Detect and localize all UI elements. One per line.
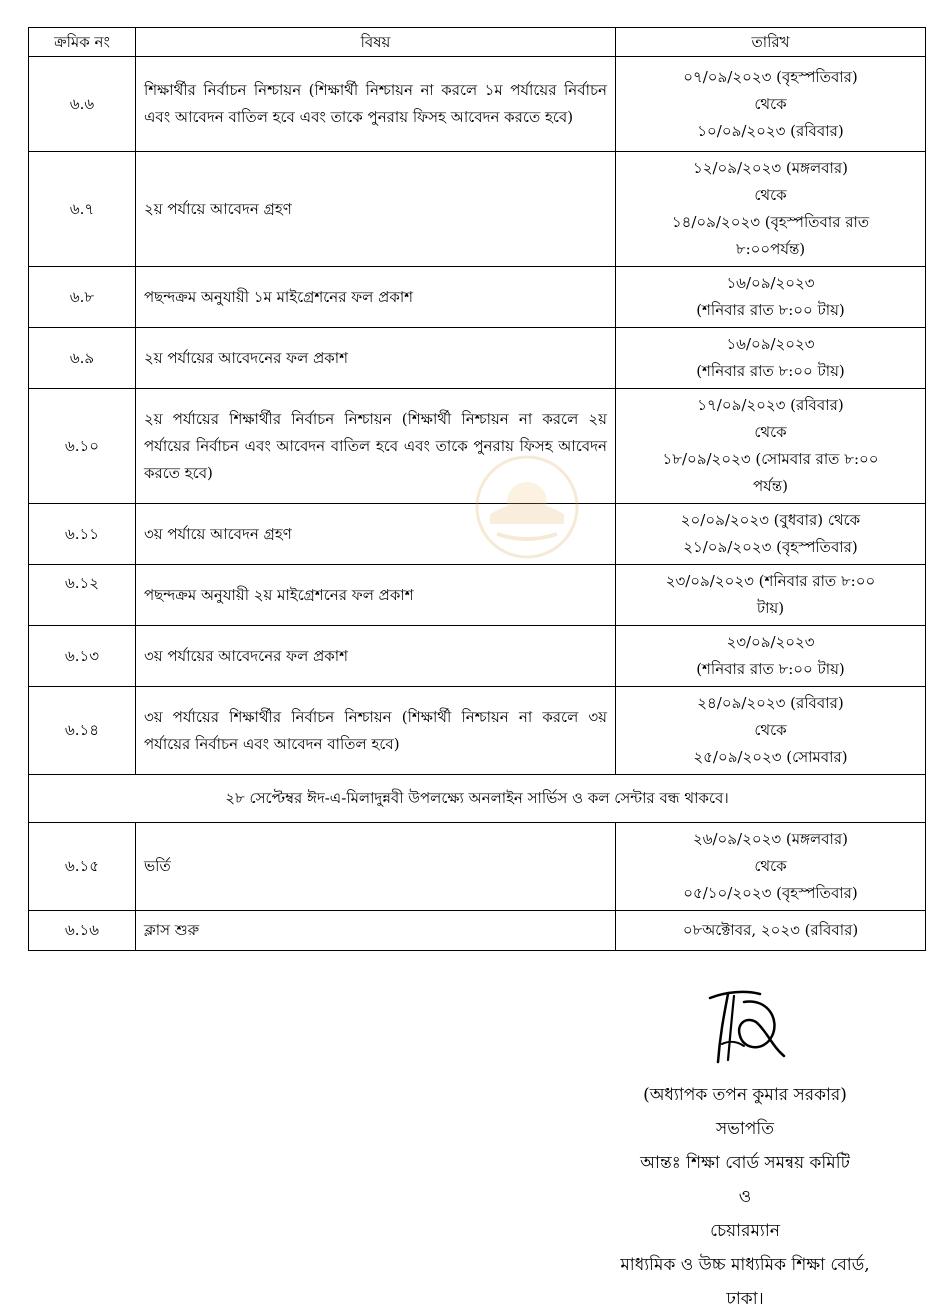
date-line: ১৬/০৯/২০২৩ bbox=[726, 274, 815, 292]
date-line: (শনিবার রাত ৮:০০ টায়) bbox=[696, 301, 845, 319]
date-line: ১০/০৯/২০২৩ (রবিবার) bbox=[697, 121, 844, 140]
row-serial: ৬.১৫ bbox=[29, 823, 136, 911]
date-line: ০৫/১০/২০২৩ (বৃহস্পতিবার) bbox=[683, 884, 858, 902]
signatory-block bbox=[560, 1078, 930, 1316]
date-line: থেকে bbox=[754, 186, 787, 204]
row-subject: ২য় পর্যায়ের শিক্ষার্থীর নির্বাচন নিশ্চায়ন (শিক্ষার্থী নিশ্চায়ন না করলে ২য় পর্যায়ের নির্বাচন এবং আবেদন বাতিল হবে এবং তাকে পুনরায় ফিসহ আবেদন করতে হবে) bbox=[136, 389, 616, 504]
row-subject: ৩য় পর্যায়ের আবেদনের ফল প্রকাশ bbox=[136, 626, 616, 687]
row-date bbox=[616, 565, 926, 626]
row-subject: ভর্তি bbox=[136, 823, 616, 911]
date-line: ১৮/০৯/২০২৩ (সোমবার রাত ৮:০০ bbox=[662, 450, 879, 468]
date-line: ১৭/০৯/২০২৩ (রবিবার) bbox=[697, 396, 844, 414]
row-serial: ৬.১৬ bbox=[29, 911, 136, 951]
row-subject: ২য় পর্যায়ের আবেদনের ফল প্রকাশ bbox=[136, 328, 616, 389]
row-serial: ৬.৬ bbox=[29, 57, 136, 152]
signatory-committee: আন্তঃ শিক্ষা বোর্ড সমন্বয় কমিটি bbox=[640, 1153, 850, 1173]
row-date bbox=[616, 57, 926, 152]
table-row bbox=[29, 687, 926, 775]
date-line: টায়) bbox=[756, 599, 785, 617]
signature-icon bbox=[700, 980, 790, 1070]
row-subject: ৩য় পর্যায়ের শিক্ষার্থীর নির্বাচন নিশ্চায়ন (শিক্ষার্থী নিশ্চায়ন না করলে ৩য় পর্যায়ের নির্বাচন এবং আবেদন বাতিল হবে) bbox=[136, 687, 616, 775]
date-line: ১২/০৯/২০২৩ (মঙ্গলবার) bbox=[693, 159, 848, 177]
date-line: ২১/০৯/২০২৩ (বৃহস্পতিবার) bbox=[683, 538, 858, 556]
date-line: ১৪/০৯/২০২৩ (বৃহস্পতিবার রাত bbox=[671, 213, 870, 231]
date-line: ২০/০৯/২০২৩ (বুধবার) থেকে bbox=[680, 511, 861, 529]
signatory-conjunction: ও bbox=[738, 1187, 752, 1207]
table-row bbox=[29, 911, 926, 951]
signatory-role: চেয়ারম্যান bbox=[710, 1221, 780, 1241]
table-row bbox=[29, 57, 926, 152]
date-line: (শনিবার রাত ৮:০০ টায়) bbox=[696, 362, 845, 380]
date-line: ০৭/০৯/২০২৩ (বৃহস্পতিবার) bbox=[683, 67, 858, 86]
row-serial: ৬.১১ bbox=[29, 504, 136, 565]
row-subject: পছন্দক্রম অনুযায়ী ২য় মাইগ্রেশনের ফল প্রকাশ bbox=[136, 565, 616, 626]
row-serial: ৬.৮ bbox=[29, 267, 136, 328]
date-line: থেকে bbox=[754, 94, 787, 113]
row-date bbox=[616, 504, 926, 565]
signatory-title: সভাপতি bbox=[716, 1119, 774, 1139]
date-line: থেকে bbox=[754, 423, 787, 441]
row-serial: ৬.১২ bbox=[29, 565, 136, 626]
signatory-city: ঢাকা। bbox=[726, 1289, 764, 1309]
date-line: থেকে bbox=[754, 857, 787, 875]
header-serial: ক্রমিক নং bbox=[29, 28, 136, 57]
date-line: (শনিবার রাত ৮:০০ টায়) bbox=[696, 660, 845, 678]
table-header-row bbox=[29, 28, 926, 57]
row-subject: শিক্ষার্থীর নির্বাচন নিশ্চায়ন (শিক্ষার্থী নিশ্চায়ন না করলে ১ম পর্যায়ের নির্বাচন এবং আবেদন বাতিল হবে এবং তাকে পুনরায় ফিসহ আবেদন করতে হবে) bbox=[136, 57, 616, 152]
row-date bbox=[616, 687, 926, 775]
date-line: ০৮অক্টোবর, ২০২৩ (রবিবার) bbox=[682, 921, 859, 939]
signatory-name: (অধ্যাপক তপন কুমার সরকার) bbox=[643, 1085, 847, 1105]
date-line: ২৬/০৯/২০২৩ (মঙ্গলবার) bbox=[693, 830, 848, 848]
table-row bbox=[29, 328, 926, 389]
header-date: তারিখ bbox=[616, 28, 926, 57]
table-row bbox=[29, 152, 926, 267]
table-row bbox=[29, 626, 926, 687]
row-subject: পছন্দক্রম অনুযায়ী ১ম মাইগ্রেশনের ফল প্রকাশ bbox=[136, 267, 616, 328]
row-serial: ৬.৯ bbox=[29, 328, 136, 389]
table-row bbox=[29, 823, 926, 911]
row-serial: ৬.১০ bbox=[29, 389, 136, 504]
row-date bbox=[616, 328, 926, 389]
row-date bbox=[616, 911, 926, 951]
row-date bbox=[616, 152, 926, 267]
date-line: ১৬/০৯/২০২৩ bbox=[726, 335, 815, 353]
row-date bbox=[616, 389, 926, 504]
date-line: ২৩/০৯/২০২৩ (শনিবার রাত ৮:০০ bbox=[665, 572, 876, 590]
row-date bbox=[616, 626, 926, 687]
date-line: ২৫/০৯/২০২৩ (সোমবার) bbox=[693, 748, 848, 766]
row-subject: ক্লাস শুরু bbox=[136, 911, 616, 951]
row-serial: ৬.১৪ bbox=[29, 687, 136, 775]
table-row bbox=[29, 565, 926, 626]
row-serial: ৬.৭ bbox=[29, 152, 136, 267]
notice-row bbox=[29, 775, 926, 823]
table-row bbox=[29, 267, 926, 328]
row-serial: ৬.১৩ bbox=[29, 626, 136, 687]
watermark-logo-icon bbox=[472, 452, 582, 562]
header-subject: বিষয় bbox=[136, 28, 616, 57]
row-subject: ৩য় পর্যায়ে আবেদন গ্রহণ bbox=[136, 504, 616, 565]
date-line: পর্যন্ত) bbox=[752, 477, 788, 495]
date-line: থেকে bbox=[754, 721, 787, 739]
date-line: ২৩/০৯/২০২৩ bbox=[726, 633, 815, 651]
date-line: ২৪/০৯/২০২৩ (রবিবার) bbox=[697, 694, 844, 712]
date-line: ৮:০০পর্যন্ত) bbox=[735, 240, 806, 258]
row-date bbox=[616, 823, 926, 911]
row-subject: ২য় পর্যায়ে আবেদন গ্রহণ bbox=[136, 152, 616, 267]
signatory-board: মাধ্যমিক ও উচ্চ মাধ্যমিক শিক্ষা বোর্ড, bbox=[620, 1255, 870, 1275]
notice-text: ২৮ সেপ্টেম্বর ঈদ-এ-মিলাদুন্নবী উপলক্ষ্যে অনলাইন সার্ভিস ও কল সেন্টার বন্ধ থাকবে। bbox=[29, 775, 926, 823]
row-date bbox=[616, 267, 926, 328]
